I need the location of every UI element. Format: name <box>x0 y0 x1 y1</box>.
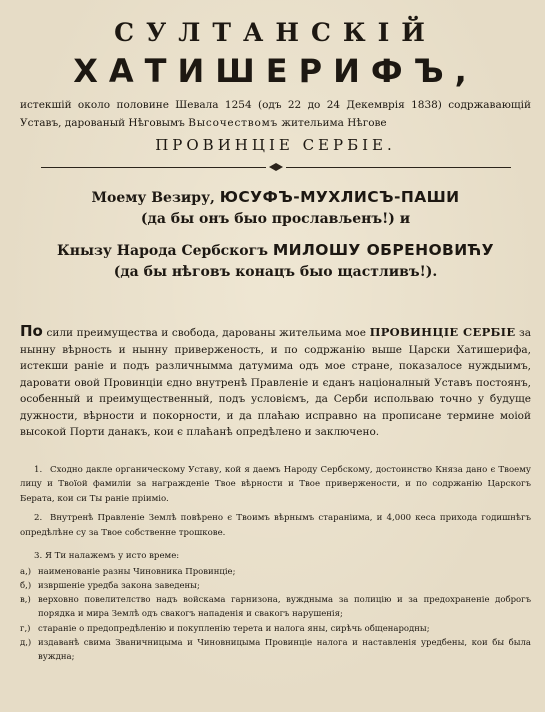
main-lead-word: По <box>20 322 43 340</box>
diamond-ornament-icon <box>269 163 283 171</box>
divider-line-right <box>286 167 511 168</box>
article-2 <box>20 511 531 540</box>
address-vizier-name: ЮСУФЪ-МУХЛИСЪ-ПАШИ <box>219 188 460 206</box>
list-item-text: издаванѣ свима Званичницыма и Чиновницыма Провинціе налога и наставленія уредбены, кои бы была вуждна; <box>38 637 531 663</box>
list-item <box>20 636 531 665</box>
address-prince-name: МИЛОШУ ОБРЕНОВИЋУ <box>272 241 495 259</box>
list-item-mark: г,) <box>20 623 31 634</box>
article-3-text: Я Ти налажемъ у исто време: <box>44 551 180 561</box>
article-3-list <box>20 565 531 665</box>
main-paragraph <box>20 323 531 441</box>
address-line-3 <box>20 240 531 262</box>
title-line-1: СУЛТАНСКIЙ <box>114 18 437 47</box>
intro-text-spaced: Высочествомъ <box>188 117 279 129</box>
list-item <box>20 565 531 579</box>
article-1 <box>20 463 531 507</box>
article-2-number: 2. <box>34 513 43 523</box>
article-1-text: Сходно дакле органическому Уставу, кой я даемъ Народу Сербскому, достоинство Княза дано є Твоему лицу и Твоїой фамиліи за награжденіе Твое вѣрности и Твое привержености, и по содржанію Царскогъ Берата, кои си Ты раніе пріимio. <box>20 464 531 504</box>
list-item-text: верховно повелителство надъ войскама гарнизона, вуждныма за полицію и за предохраненіе доброгъ порядка и мира Землѣ одъ свакогъ нападенія и свакогъ нарушенія; <box>38 595 531 620</box>
list-item <box>20 593 531 622</box>
intro-paragraph <box>20 96 531 132</box>
article-1-number: 1. <box>34 464 43 475</box>
address-line-2: (да бы онъ быо прослављенъ!) и <box>140 211 411 227</box>
title-line-2: ХАТИШЕРИФЪ, <box>73 52 478 90</box>
list-item-text: стараніе о предопредѣленію и покупленію терета и налога яны, сирѣчь общенародны; <box>38 623 430 634</box>
article-2-text: Внутренѣ Правленіе Землѣ повѣрено є Твоимъ вѣрнымъ стараніима, и 4,000 кеса прихода годишнѣгъ опредѣлѣне су за Твое собственне трошкове. <box>20 513 531 538</box>
main-text-b: за нынну вѣрность и нынну приверженость, и по содржанію выше Царски Хатишерифа, истекши раніе и подъ различнымма датумима одъ мое стране, показалосе нуждыимъ, даровати овой Провинціи єдно внутренѣ Правленіе и єданъ націоналный Уставъ постоянъ, особенный и преимущественный, подъ условіємъ, да Серби испольваю точно у будуще дужности, вѣрности и покорности, и да плаћаю исправно на прописане термине моiой высокой Порти данакъ, кои є плаћанѣ опредѣлено и заключено. <box>20 327 531 438</box>
intro-text-b: жительима Нѣгове <box>281 117 387 129</box>
list-item-text: извршеніе уредба закона заведены; <box>38 580 200 591</box>
province-heading: ПРОВИНЦIЕ СЕРБIЕ. <box>155 136 396 154</box>
main-text-a: сили преимущества и свобода, дарованы жительима мое <box>46 327 366 339</box>
main-province-caps: ПРОВИНЦIЕ СЕРБIЕ <box>369 325 516 339</box>
list-item <box>20 622 531 636</box>
list-item-mark: д,) <box>20 637 32 648</box>
address-line-4: (да бы нѣговъ конацъ быо щастливъ!). <box>113 264 438 280</box>
list-item-text: наименованіе разны Чиновника Провинціе; <box>38 566 236 577</box>
address-vizier-label: Моему Везиру, <box>91 190 215 206</box>
intro-text-a: истекшій около половине Шевала 1254 (одъ 22 до 24 Декемврія 1838) содржавающій Уставъ, дарованый Нѣговымъ <box>20 99 531 129</box>
list-item <box>20 579 531 593</box>
address-line-1 <box>20 187 531 209</box>
divider-line-left <box>41 167 266 168</box>
article-3-number: 3. <box>34 551 43 561</box>
ornamental-divider <box>20 163 531 171</box>
address-prince-label: Кнызу Народа Сербскогъ <box>56 243 268 259</box>
list-item-mark: а,) <box>20 566 32 577</box>
list-item-mark: б,) <box>20 580 32 591</box>
article-3 <box>20 549 531 564</box>
list-item-mark: в,) <box>20 595 31 606</box>
